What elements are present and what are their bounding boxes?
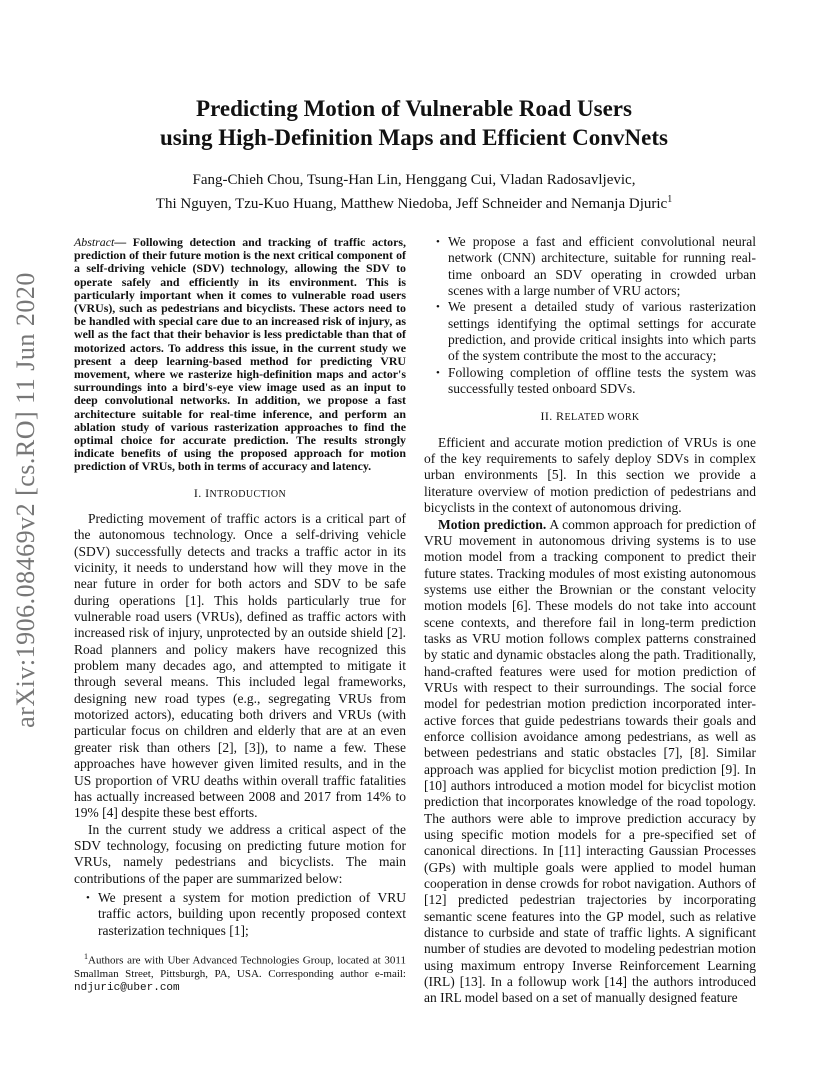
run-in-heading: Motion prediction. [438,516,547,532]
author-list [100,170,728,214]
list-item: • Following completion of offline tests the system was successfully tested onboard SDVs. [438,365,756,398]
footnote [74,950,406,995]
intro-paragraph-2: In the current study we address a critical aspect of the SDV technology, focusing on predicting future motion for VRUs, namely pedestrians and bicyclists. The main contributions of the paper are summarized below: [74,821,406,886]
abstract-label: Abstract [74,235,115,249]
section-heading-introduction: I. INTRODUCTION [193,485,287,500]
arxiv-stamp [4,272,48,728]
footnote-email: ndjuric@uber.com [74,981,180,994]
list-item: • We present a system for motion prediction of VRU traffic actors, building upon recently proposed context rasterization techniques [1]; [88,890,406,939]
paper-title [100,94,728,152]
title-line-1: Predicting Motion of Vulnerable Road Users [196,96,632,121]
abstract [74,236,406,474]
related-paragraph-1: Efficient and accurate motion prediction of VRUs is one of the key requirements to safely deploy SDVs in complex urban environments [5]. In this section we provide a literature overview of motion prediction of pedestrians and bicyclists in the context of autonomous driving. [424,434,756,516]
footnote-text: Authors are with Uber Advanced Technologies Group, located at 3011 Smallman Street, Pittsburgh, PA, USA. Corresponding author e-mail: [74,954,406,980]
contributions-list-continued [424,234,756,397]
left-column [74,236,406,939]
authors-line-2: Thi Nguyen, Tzu-Kuo Huang, Matthew Niedoba, Jeff Schneider and Nemanja Djuric [155,196,668,212]
title-line-2: using High-Definition Maps and Efficient ConvNets [160,125,668,150]
section-heading-related-work: II. RELATED WORK [540,409,640,424]
footnote-mark: 1 [84,952,88,961]
contributions-list [74,890,406,939]
author-footnote-mark: 1 [667,194,673,205]
authors-line-1: Fang-Chieh Chou, Tsung-Han Lin, Henggang Cui, Vladan Radosavljevic, [192,172,636,188]
arxiv-stamp-text: arXiv:1906.08469v2 [cs.RO] 11 Jun 2020 [11,272,40,728]
abstract-text: — Following detection and tracking of traffic actors, prediction of their future motion is the next critical component of a self-driving vehicle (SDV) technology, allowing the SDV to operate safely and efficiently in its environment. This is particularly important when it comes to vulnerable road users (VRUs), such as pedestrians and bicyclists. These actors need to be handled with special care due to an increased risk of injury, as well as the fact that their behavior is less predictable than that of motorized actors. To address this issue, in the current study we present a deep learning-based method for predicting VRU movement, where we rasterize high-definition maps and actor's surroundings into a bird's-eye view image used as an input to deep convolutional networks. In addition, we propose a fast architecture suitable for real-time inference, and perform an ablation study of various rasterization approaches to find the optimal choice for accurate prediction. The results strongly indicate benefits of using the proposed approach for motion prediction of VRUs, both in terms of accuracy and latency. [74,235,406,474]
right-column [424,234,756,1007]
intro-paragraph-1: Predicting movement of traffic actors is a critical part of the autonomous technology. Once a self-driving vehicle (SDV) successfully detects and tracks a traffic actor in its vicinity, it needs to understand how will they move in the near future in order for both actors and SDV to be safe during operations [1]. This holds particularly true for vulnerable road users (VRUs), defined as traffic actors with increased risk of injury, unprotected by an outside shield [2]. Road planners and policy makers have recognized this problem many decades ago, and attempted to mitigate it through several means. This included legal frameworks, designing new road types (e.g., segregating VRUs from motorized actors), educating both drivers and VRUs (with particular focus on children and elderly that are at an even greater risk than others [2], [3]), to name a few. These approaches have however given limited results, and in the US proportion of VRU deaths within overall traffic fatalities has actually increased between 2008 and 2017 from 14% to 19% [4] despite these best efforts. [74,511,406,821]
list-item: • We propose a fast and efficient convolutional neural network (CNN) architecture, suitable for running real-time onboard an SDV operating in crowded urban scenes with a large number of VRU actors; [438,234,756,299]
list-item: • We present a detailed study of various rasterization settings identifying the optimal settings for accurate prediction, and provide critical insights into which parts of the system contribute the most to the accuracy; [438,299,756,364]
related-paragraph-2: Motion prediction. A common approach for prediction of VRU movement in autonomous driving systems is to use motion model from a tracking component to predict their future states. Tracking modules of most existing autonomous systems use either the Brownian or the constant velocity motion models [6]. These models do not take into account scene contexts, and therefore fail in long-term prediction tasks as VRU motion follows complex patterns constrained by static and dynamic obstacles along the path. Traditionally, hand-crafted features were used for motion prediction of VRUs with respect to their surroundings. The social force model for pedestrian motion prediction incorporated inter-active forces that guide pedestrians towards their goals and enforce collision avoidance among pedestrians, as well as between pedestrians and static obstacles [7], [8]. Similar approach was applied for bicyclist motion prediction [9]. In [10] authors introduced a motion model for bicyclist motion prediction that incorporates knowledge of the road topology. The authors were able to improve prediction accuracy by using specific motion models for a pre-specified set of canonical directions. In [11] interacting Gaussian Processes (GPs) with multiple goals were applied to model human cooperation in dense crowds for robot navigation. Authors of [12] predicted pedestrian trajectories by incorporating semantic scene features into the GP model, such as relative distance to curbside and state of traffic lights. A significant number of studies are devoted to modeling pedestrian motion using maximum entropy Inverse Reinforcement Learning (IRL) [13]. In a followup work [14] the authors introduced an IRL model based on a set of manually designed feature [424,516,757,1006]
